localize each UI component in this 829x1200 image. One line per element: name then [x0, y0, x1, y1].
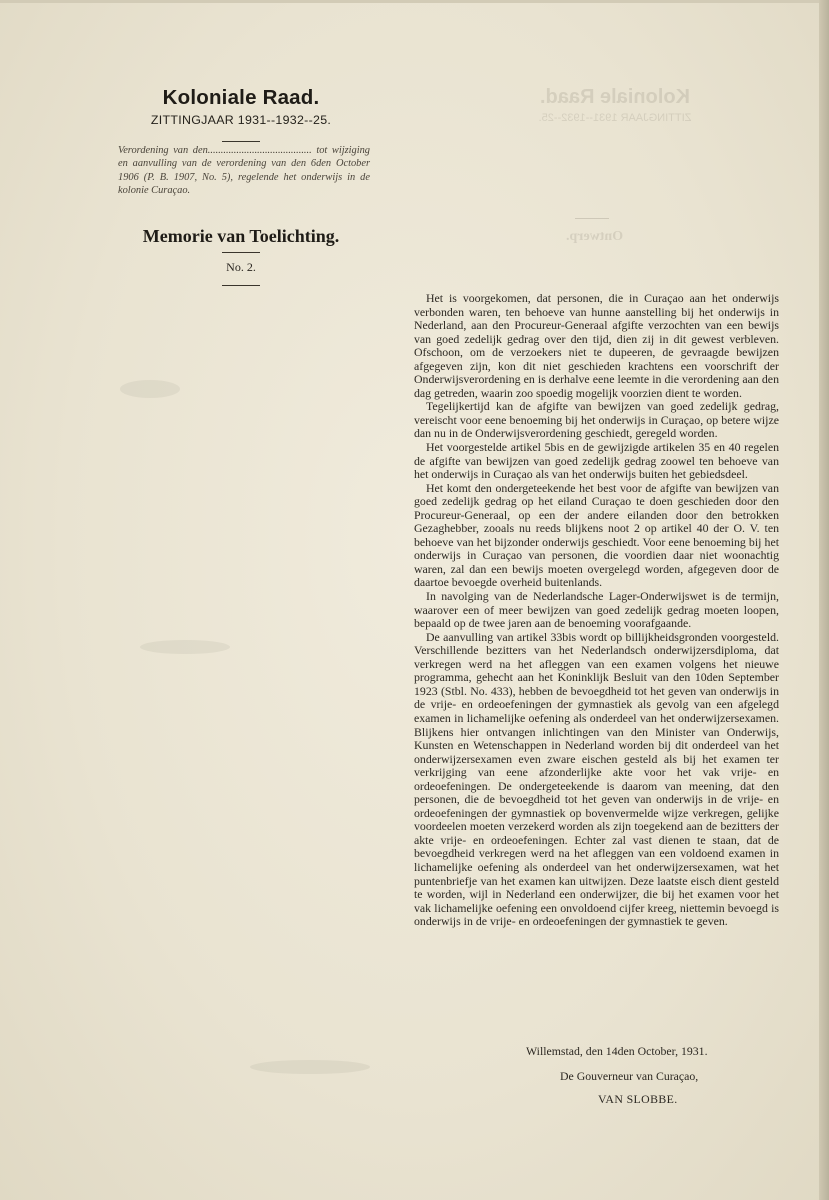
memo-number: No. 2. — [226, 260, 256, 274]
body-paragraph: In navolging van de Nederlandsche Lager-Onderwijswet is de termijn, waarover een of meer bewijzen van goed zedelijk gedrag moeten loopen, bepaald op de twee jaren aan de benoeming voorafgaande. — [414, 589, 779, 631]
bleed-through-header — [500, 86, 730, 124]
body-paragraph: Het komt den ondergeteekende het best voor de afgifte van bewijzen van goed zedelijk gedrag op het eiland Curaçao te doen geschieden door den Procureur-Generaal, op een der andere eilanden door den betrokken Gezaghebber, zooals nu reeds blijkens noot 2 op artikel 40 der O. V. ten behoeve van het bijzonder onderwijs geschiedt. Voor eene benoeming bij het onderwijs in Curaçao van personen, die voordien daar niet woonachtig waren, zal dan een bewijs moeten overgelegd worden, afgegeven door de daartoe bevoegde overheid buitenlands. — [414, 480, 779, 590]
page-top-edge — [0, 0, 829, 3]
smudge — [140, 640, 230, 654]
bleed-through-rule — [575, 218, 609, 219]
page-right-edge — [819, 0, 829, 1200]
signatory-name: VAN SLOBBE. — [598, 1092, 678, 1106]
body-paragraph: Het is voorgekomen, dat personen, die in Curaçao aan het onderwijs verbonden waren, ten behoeve van hunne aanstelling bij het onderwijs in Nederland, aan den Procureur-Generaal afgifte verzochten van een bewijs van goed zedelijk gedrag over den tijd, dien zij in dit gewest verbleven. Ofschoon, om de verzoekers niet te dupeeren, de gevraagde bewijzen afgegeven zijn, kon dit niet geschieden krachtens een voorschrift der Onderwijsverordening en is derhalve eene leemte in die verordening aan den dag getreden, waarin zoo spoedig mogelijk voorzien dient te worden. — [414, 291, 779, 400]
header-divider — [222, 141, 260, 142]
body-paragraph: Het voorgestelde artikel 5bis en de gewijzigde artikelen 35 en 40 regelen de afgifte van bewijzen van goed zedelijk gedrag zoowel ten behoeve van het onderwijs in Curaçao als van het onderwijs buiten het gebiedsdeel. — [414, 440, 779, 482]
ordinance-description: Verordening van den........................................ tot wijziging en aanvulling van de verordening van den 6den October 1906 (P. B. 1907, No. 5), regelende het onderwijs in de kolonie Curaçao. — [118, 145, 370, 197]
bleed-through-title: Koloniale Raad. — [539, 86, 691, 108]
bleed-through-session: ZITTINGJAAR 1931--1932--25. — [538, 112, 692, 124]
session-year: ZITTINGJAAR 1931--1932--25. — [150, 113, 332, 127]
document-header — [112, 86, 370, 142]
memo-body — [414, 292, 779, 929]
memo-divider — [222, 252, 260, 253]
smudge — [250, 1060, 370, 1074]
bleed-through-draft: Ontwerp. — [566, 229, 624, 244]
smudge — [120, 380, 180, 398]
body-paragraph: De aanvulling van artikel 33bis wordt op billijkheidsgronden voorgesteld. Verschillende bezitters van het Nederlandsch onderwijzersdiploma, dat verkregen werd na het afleggen van een examen volgens het nieuwe programma, gehecht aan het Koninklijk Besluit van den 10den September 1923 (Stbl. No. 433), hebben de bevoegdheid tot het geven van onderwijs in de vrije- en ordeoefeningen der gymnastiek als gevolg van een afgelegd examen in lichamelijke oefening als onderdeel van het onderwijzersexamen. Blijkens hier ontvangen inlichtingen van den Minister van Onderwijs, Kunsten en Wetenschappen in Nederland worden bij dit onderdeel van het onderwijzersexamen even zware eischen gesteld als bij het examen ter verkrijging van eene afzonderlijke akte voor het vak vrije- en ordeoefeningen. De ondergeteekende is daarom van meening, dat den personen, die de bevoegdheid tot het geven van onderwijs in de vrije- en ordeoefeningen der gymnastiek op bovenvermelde wijze verkregen, gelijke voordeelen moeten verzekerd worden als zijn toegekend aan de bezitters der akte vrije- en ordeoefeningen. Echter zal vast dienen te staan, dat de bevoegdheid verkregen werd na het afleggen van een voldoend examen in lichamelijke oefening als onderdeel van het onderwijzersexamen, wat het puntenbriefje van het examen kan uitwijzen. Deze laatste eisch dient gesteld te worden, wijl in Nederland een onderwijzer, die bij het examen voor het vak lichamelijke oefening een onvoldoend cijfer kreeg, niettemin bevoegd is onderwijs in de vrije- en ordeoefeningen der gymnastiek te geven. — [414, 629, 779, 929]
place-date: Willemstad, den 14den October, 1931. — [526, 1044, 708, 1058]
council-title: Koloniale Raad. — [162, 86, 320, 109]
memo-title: Memorie van Toelichting. — [142, 226, 340, 246]
governor-title: De Gouverneur van Curaçao, — [560, 1069, 699, 1083]
memo-number-divider — [222, 285, 260, 286]
body-paragraph: Tegelijkertijd kan de afgifte van bewijzen van goed zedelijk gedrag, vereischt voor eene benoeming bij het onderwijs in Curaçao, op betere wijze dan nu in de Onderwijsverordening geschiedt, geregeld worden. — [414, 399, 779, 441]
